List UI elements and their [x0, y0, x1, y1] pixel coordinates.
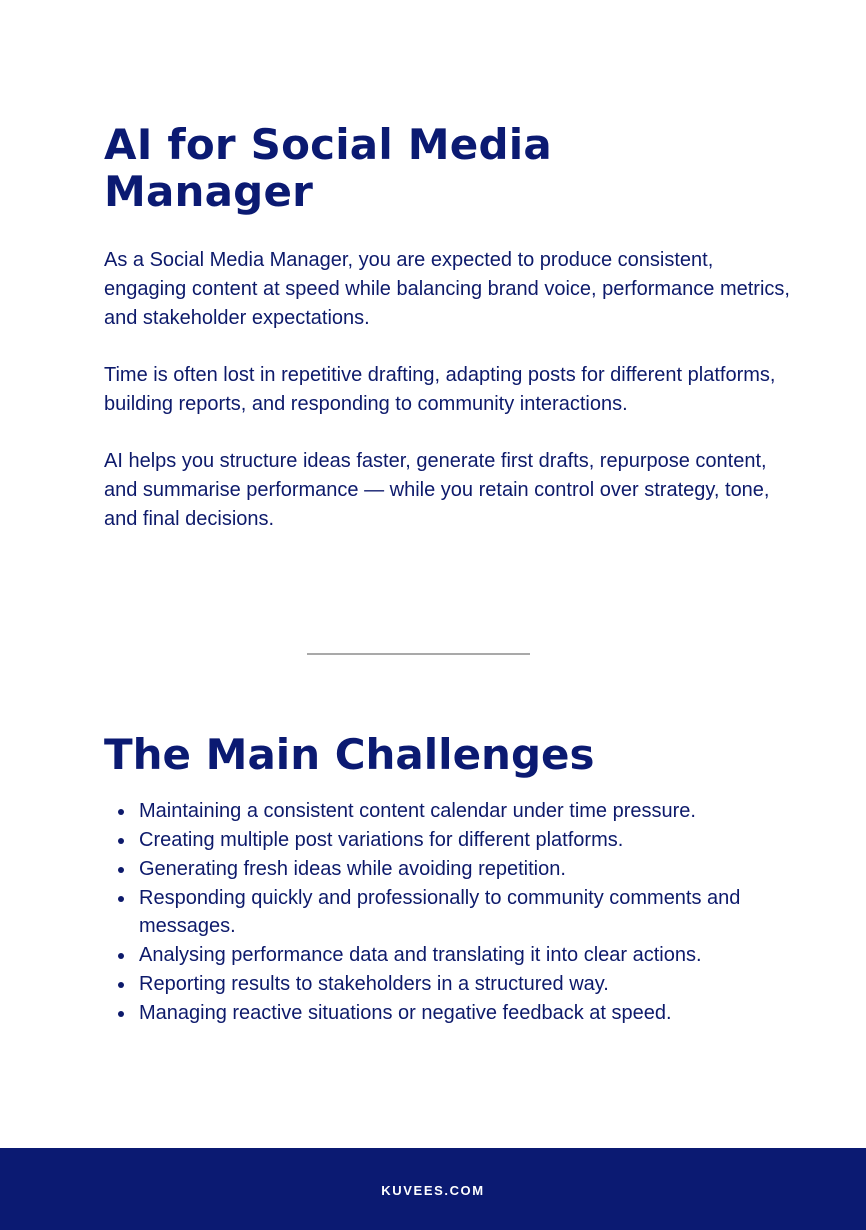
bullet-icon [118, 953, 124, 959]
list-item [104, 999, 784, 1027]
list-item-text: Managing reactive situations or negative feedback at speed. [139, 1002, 672, 1024]
list-item-text: Responding quickly and professionally to community comments and messages. [139, 887, 741, 937]
list-item [104, 970, 784, 998]
page-title: AI for Social Media Manager [104, 120, 552, 216]
list-item [104, 941, 784, 969]
list-item-text: Maintaining a consistent content calendar under time pressure. [139, 800, 696, 822]
intro-paragraph: AI helps you structure ideas faster, generate first drafts, repurpose content, and summarise performance — while you retain control over strategy, tone, and final decisions. [104, 450, 770, 530]
bullet-icon [118, 867, 124, 873]
list-item-text: Analysing performance data and translating it into clear actions. [139, 944, 702, 966]
bullet-icon [118, 982, 124, 988]
list-item [104, 826, 784, 854]
list-item [104, 797, 784, 825]
list-item [104, 884, 784, 940]
footer-website-link[interactable]: KUVEES.COM [381, 1183, 485, 1198]
section-divider [307, 653, 530, 655]
list-item-text: Reporting results to stakeholders in a structured way. [139, 973, 609, 995]
intro-section [104, 246, 794, 562]
list-item [104, 855, 784, 883]
challenges-list [104, 797, 784, 1028]
challenges-title: The Main Challenges [104, 730, 595, 779]
footer-bar [0, 1148, 866, 1230]
bullet-icon [118, 838, 124, 844]
bullet-icon [118, 809, 124, 815]
intro-paragraph: Time is often lost in repetitive drafting, adapting posts for different platforms, building reports, and responding to community interactions. [104, 364, 776, 415]
bullet-icon [118, 896, 124, 902]
list-item-text: Generating fresh ideas while avoiding repetition. [139, 858, 566, 880]
list-item-text: Creating multiple post variations for different platforms. [139, 829, 624, 851]
intro-paragraph: As a Social Media Manager, you are expected to produce consistent, engaging content at speed while balancing brand voice, performance metrics, and stakeholder expectations. [104, 249, 790, 329]
bullet-icon [118, 1011, 124, 1017]
